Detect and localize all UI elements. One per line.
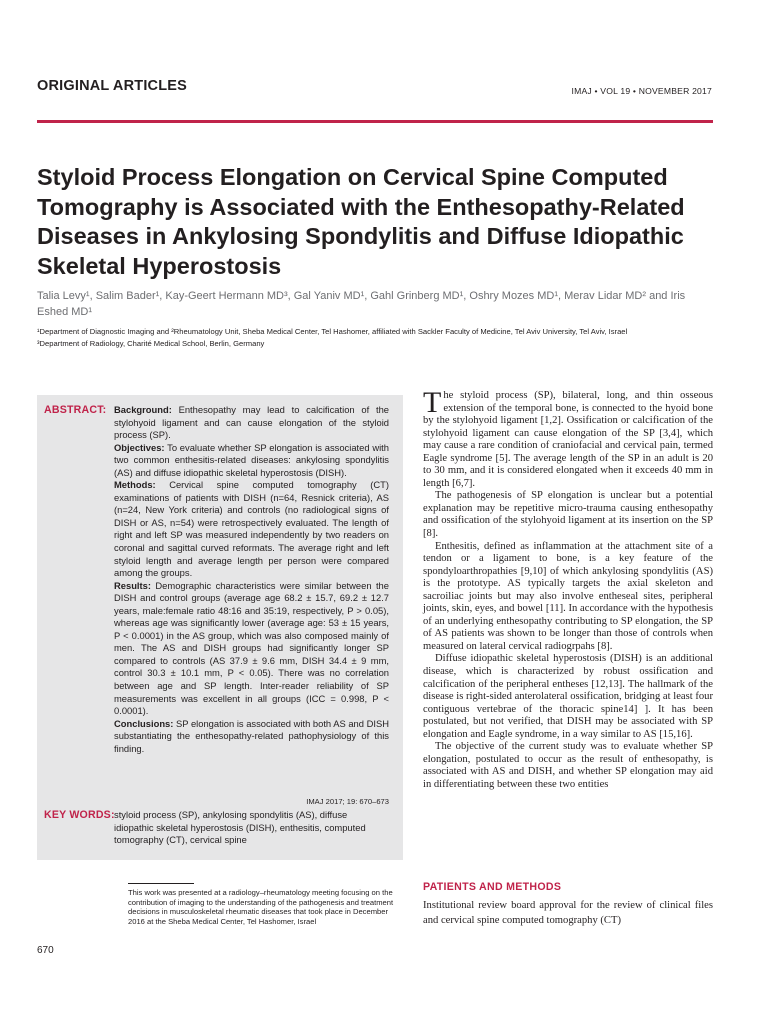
abstract-text: Enthesopathy may lead to calcification of the stylohyoid ligament and can cause elongation of the styloid process (SP). [114, 404, 389, 441]
patients-methods-text: Institutional review board approval for the review of clinical files and cervical spine computed tomography (CT) [423, 900, 713, 926]
citation: IMAJ 2017; 19: 670–673 [306, 797, 389, 806]
keywords-text: styloid process (SP), ankylosing spondylitis (AS), diffuse idiopathic skeletal hyperostosis (DISH), enthesitis, computed tomography (CT), cervical spine [114, 809, 366, 846]
abstract-text: Demographic characteristics were similar between the DISH and control groups (average age 68.2 ± 15.7, 69.2 ± 12.7 years, male:female ratio 48:16 and 35:19, respectively, P > 0.05), whereas age was significantly lower (average age: 53 ± 15 years, P < 0.0001) in the AS group, which was also composed mainly of men. The AS and DISH groups had significantly longer SP compared to controls (AS 37.9 ± 9.6 mm, DISH 34.4 ± 9 mm, control 30.3 ± 10.1 mm, P < 0.05). There was no correlation between age and SP length. Inter-reader reliability of SP measurements was excellent in all groups (ICC = 0.998, P < 0.0001). [114, 579, 389, 717]
body-paragraph: Diffuse idiopathic skeletal hyperostosis (DISH) is an additional disease, which is characterized by robust ossification and calcification of the peripheral entheses [12,13]. The hallmark of the disease is right-sided anterolateral ossification, bridging at least four contiguous vertebrae of the thoracic spine14] ]. It has been postulated, but not verified, that DISH may be associated with SP elongation and Eagle syndrome, in a way similar to AS [15,16]. [423, 653, 713, 740]
body-paragraph: Enthesitis, defined as inflammation at the attachment site of a tendon or a ligament to bone, is a key feature of the spondyloarthropathies [9,10] of which ankylosing spondylitis (AS) is the prototype. AS typically targets the axial skeleton and sacroiliac joints but may also involve entheseal sites, peripheral joints, skin, eyes, and bowel [11]. In accordance with the hypothesis of an underlying enthesopathy contributing to SP elongation, the SP of AS patients was shown to be longer than those of controls when measured on lateral cervical radiogrpahs [8]. [423, 540, 713, 652]
abstract-section [114, 479, 389, 579]
abstract-text: SP elongation is associated with both AS and DISH substantiating the enthesopathy-related pathophysiology of this finding. [114, 717, 389, 754]
keywords-label: KEY WORDS: [44, 809, 115, 821]
article-title: Styloid Process Elongation on Cervical Spine Computed Tomography is Associated with the Enthesopathy-Related Diseases in Ankylosing Spondylitis and Diffuse Idiopathic Skeletal Hyperostosis [37, 164, 685, 279]
abstract-heading: Background: [114, 404, 172, 415]
abstract-text: To evaluate whether SP elongation is associated with two common enthesitis-related diseases: ankylosing spondylitis (AS) and diffuse idiopathic skeletal hyperostosis (DISH). [114, 441, 389, 478]
footnote-rule [128, 883, 194, 884]
patients-methods-heading: PATIENTS AND METHODS [423, 881, 562, 893]
section-label: ORIGINAL ARTICLES [37, 78, 188, 94]
header-rule [37, 120, 713, 123]
abstract-text: Cervical spine computed tomography (CT) examinations of patients with DISH (n=64, Resnick criteria), AS (n=24, New York criteria) and controls (no radiological signs of DISH or AS, n=54) were retrospectively evaluated. The length of right and left SP was measured independently by two readers on coronal and sagittal curved reformats. The average right and left styloid length and average length per person were compared among the groups. [114, 479, 389, 579]
affiliations [37, 326, 727, 349]
body-text [423, 386, 713, 792]
author-list: Talia Levy¹, Salim Bader¹, Kay-Geert Hermann MD³, Gal Yaniv MD¹, Gahl Grinberg MD¹, Oshry Mozes MD¹, Merav Lidar MD² and Iris Eshed MD¹ [37, 290, 686, 318]
abstract-heading: Conclusions: [114, 717, 174, 729]
abstract-section [114, 404, 389, 442]
abstract-body [114, 404, 389, 755]
page-number: 670 [37, 945, 54, 956]
dropcap: T [423, 386, 442, 419]
body-paragraph: The objective of the current study was to evaluate whether SP elongation, postulated to occur as the result of enthesopathy, is associated with AS and DISH, and whether SP elongation may aid in differentiating between these two entities [423, 741, 713, 790]
footnote: This work was presented at a radiology–rheumatology meeting focusing on the contribution of imaging to the understanding of the pathogenesis and treatment decisions in musculoskeletal rheumatic diseases that took place in December 2016 at the Sheba Medical Center, Tel Hashomer, Israel [128, 888, 394, 926]
affiliation-line: ³Department of Radiology, Charité Medical School, Berlin, Germany [37, 338, 265, 348]
abstract-section [114, 718, 389, 756]
abstract-heading: Results: [114, 579, 151, 591]
abstract-heading: Objectives: [114, 441, 165, 453]
affiliation-line: ¹Department of Diagnostic Imaging and ²Rheumatology Unit, Sheba Medical Center, Tel Hashomer, affiliated with Sackler Faculty of Medicine, Tel Aviv University, Tel Aviv, Israel [37, 327, 628, 336]
body-paragraph [423, 386, 713, 490]
abstract-heading: Methods: [114, 479, 156, 491]
abstract-label: ABSTRACT: [44, 404, 107, 416]
journal-info: IMAJ • VOL 19 • NOVEMBER 2017 [571, 86, 712, 96]
paragraph-text: he styloid process (SP), bilateral, long, and thin osseous extension of the temporal bone, is connected to the hyoid bone by the stylohyoid ligament [1,2]. Ossification or calcification of the stylohyoid ligament can cause elongation of the SP [3,4], which may cause a rare condition of craniofacial and cervical pain, termed Eagle syndrome [5]. The average length of the SP in an adult is 20 to 30 mm, and it is considered elongated when it exceeds 40 mm in length [6,7]. [423, 390, 713, 489]
abstract-section [114, 580, 389, 718]
body-paragraph: The pathogenesis of SP elongation is unclear but a potential explanation may be repetitive micro-trauma causing enthesopathy and ossification of the stylohyoid ligament at its insertion on the SP [8]. [423, 490, 713, 540]
abstract-section [114, 442, 389, 480]
